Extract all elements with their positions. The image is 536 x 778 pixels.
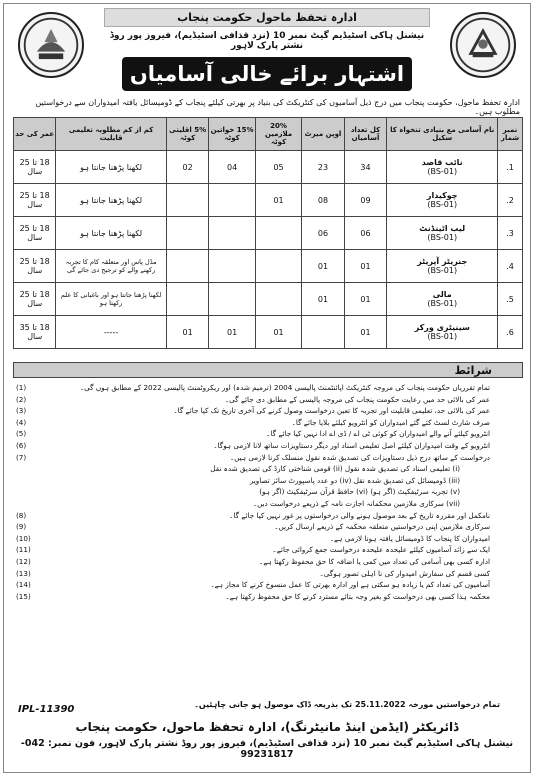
cell-post [387,184,498,217]
cell-employees [255,217,302,250]
cell-age: 18 تا 25 سال [14,283,56,316]
post-name: نائب قاصد [421,158,463,167]
condition-text: سرکاری ملازمین اپنی درخواستیں متعلقہ محکمہ کے ذریعے ارسال کریں۔ [274,522,490,532]
cell-total: 09 [344,184,387,217]
col-open: اوپن میرٹ [302,118,344,151]
cell-serial: 5. [498,283,523,316]
condition-text: ادارہ کسی بھی آسامی کی تعداد میں کمی یا اضافہ کا حق محفوظ رکھتا ہے۔ [259,556,490,566]
condition-text: آسامیوں کی تعداد کم یا زیادہ ہو سکتی ہے اور ادارہ بھرتی کا عمل منسوخ کرنے کا مجاز ہے۔ [210,580,490,590]
cell-minority [166,217,209,250]
conditions-heading: شرائط [13,362,523,378]
condition-text: صرف شارٹ لسٹ کئے گئے امیدواران کو انٹرویو کیلئے بلایا جائے گا۔ [291,417,490,427]
post-scale: (BS-01) [427,299,458,308]
condition-text: (iii) ڈومیسائل کی تصدیق شدہ نقل (iv) دو عدد پاسپورٹ سائز تصاویر [249,475,460,485]
post-scale: (BS-01) [427,167,458,176]
table-row [14,184,523,217]
condition-number [16,463,34,475]
cell-total: 01 [344,250,387,283]
job-advertisement-page [3,3,531,773]
table-row [14,250,523,283]
condition-item [16,579,520,591]
condition-text: (vii) سرکاری ملازمین محکمانہ اجازت نامہ کے ذریعے درخواست دیں۔ [252,498,460,508]
condition-number [16,475,34,487]
department-name: ادارہ تحفظ ماحول حکومت پنجاب [104,8,430,27]
cell-post [387,316,498,349]
advert-header [4,4,530,104]
department-address: نیشنل ہاکی اسٹیڈیم گیٹ نمبر 10 (نزد قذافی اسٹیڈیم)، فیروز پور روڈ نشتر پارک لاہور [109,31,425,51]
punjab-government-logo [18,12,84,78]
cell-serial: 1. [498,151,523,184]
condition-item [16,440,520,452]
condition-item [16,498,520,510]
condition-text: انٹرویو کے وقت امیدواران کیلئے اصل تعلیمی اسناد اور دیگر دستاویزات ساتھ لانا لازمی ہوگا۔ [213,440,490,450]
cell-employees: 01 [255,316,302,349]
post-name: چوکیدار [426,191,458,200]
condition-number: (12) [16,556,31,566]
condition-text: کسی قسم کی سفارش امیدوار کی نا اہلی تصور ہوگی۔ [319,568,490,578]
condition-text: نامکمل اور مقررہ تاریخ کے بعد موصول ہونے والی درخواستوں پر غور نہیں کیا جائے گا۔ [229,510,490,520]
footer-address: نیشنل ہاکی اسٹیڈیم گیٹ نمبر 10 (نزد قذافی اسٹیڈیم)، فیروز پور روڈ نشتر پارک لاہور، فون نمبر: 042-99231817 [20,738,514,760]
title-block [104,8,430,91]
condition-text: درخواست کے ساتھ درج ذیل دستاویزات کی تصدیق شدہ نقول منسلک کرنا لازمی ہیں۔ [229,452,490,462]
cell-minority [166,184,209,217]
post-scale: (BS-01) [427,266,458,275]
condition-item [16,382,520,394]
condition-text: محکمہ ہذا کسی بھی درخواست کو بغیر وجہ بتائے مسترد کرنے کا حق محفوظ رکھتا ہے۔ [225,591,490,601]
col-minority: 5% اقلیتی کوٹہ [166,118,209,151]
cell-serial: 4. [498,250,523,283]
condition-text: تمام تقرریاں حکومت پنجاب کی مروجہ کنٹریکٹ اپائنٹمنٹ پالیسی 2004 (ترمیم شدہ) اور ریکروٹمنٹ پالیسی 2022 کے مطابق ہوں گی۔ [79,383,490,392]
condition-item [16,521,520,533]
cell-women [209,217,255,250]
cell-open: 06 [302,217,344,250]
post-name: جنریٹر آپریٹر [417,257,468,266]
condition-item [16,417,520,429]
condition-number: (11) [16,545,31,555]
condition-text: (v) تجربہ سرٹیفکیٹ (اگر ہو) (vi) حافظ قرآن سرٹیفکیٹ (اگر ہو) [259,487,460,497]
condition-number: (4) [16,417,27,427]
cell-serial: 6. [498,316,523,349]
cell-open: 01 [302,283,344,316]
cell-employees: 05 [255,151,302,184]
cell-serial: 3. [498,217,523,250]
cell-age: 18 تا 25 سال [14,250,56,283]
condition-number: (2) [16,394,27,404]
col-total: کل تعداد آسامیاں [344,118,387,151]
post-name: لیب اٹینڈنٹ [419,224,466,233]
condition-number: (13) [16,568,31,578]
table-row [14,217,523,250]
cell-employees [255,283,302,316]
condition-text: (i) تعلیمی اسناد کی تصدیق شدہ نقول (ii) قومی شناختی کارڈ کی تصدیق شدہ نقل [210,464,460,474]
epd-logo [450,12,516,78]
cell-open: 08 [302,184,344,217]
table-row [14,151,523,184]
col-employees: 20% ملازمین کوٹہ [255,118,302,151]
table-header-row [14,118,523,151]
condition-text: امیدواران کا پنجاب کا ڈومیسائل یافتہ ہونا لازمی ہے۔ [329,533,490,543]
condition-number: (14) [16,580,31,590]
cell-women [209,250,255,283]
cell-women: 04 [209,151,255,184]
cell-post [387,283,498,316]
cell-employees [255,250,302,283]
condition-item [16,591,520,603]
cell-qualification: لکھنا پڑھنا جانتا ہو [56,151,167,184]
cell-minority [166,283,209,316]
condition-number: (5) [16,429,27,439]
cell-post [387,250,498,283]
condition-number: (7) [16,452,27,462]
cell-qualification: لکھنا پڑھنا جانتا ہو [56,217,167,250]
condition-number [16,486,34,498]
table-row [14,283,523,316]
application-deadline: تمام درخواستیں مورخہ 25.11.2022 تک بذریعہ ڈاک موصول ہو جانی چاہئیں۔ [194,700,500,709]
cell-qualification: لکھنا پڑھنا جانتا ہو [56,184,167,217]
cell-employees: 01 [255,184,302,217]
condition-number: (6) [16,440,27,450]
cell-age: 18 تا 25 سال [14,184,56,217]
condition-item [16,544,520,556]
cell-total: 01 [344,283,387,316]
condition-item [16,405,520,417]
condition-item [16,394,520,406]
cell-qualification: ----- [56,316,167,349]
post-name: سینیٹری ورکر [414,323,470,332]
intro-text: ادارہ تحفظ ماحول، حکومت پنجاب میں درج ذیل آسامیوں کی کنٹریکٹ کی بنیاد پر بھرتی کیلئے پنجاب کے ڈومیسائل یافتہ امیدواران سے درخواستیں مطلوب ہیں۔ [35,98,520,116]
cell-open [302,316,344,349]
cell-serial: 2. [498,184,523,217]
advert-banner: اشتہار برائے خالی آسامیاں [122,57,412,91]
posts-table [13,117,523,349]
cell-minority: 01 [166,316,209,349]
cell-total: 06 [344,217,387,250]
cell-qualification: لکھنا پڑھنا جانتا ہو اور باغبانی کا علم رکھتا ہو [56,283,167,316]
table-row [14,316,523,349]
col-age: عمر کی حد [14,118,56,151]
condition-item [16,463,520,475]
condition-number [16,498,34,510]
col-women: 15% خواتین کوٹہ [209,118,255,151]
col-serial: نمبر شمار [498,118,523,151]
post-name: مالی [432,290,452,299]
cell-post [387,217,498,250]
cell-women: 01 [209,316,255,349]
cell-women [209,184,255,217]
condition-item [16,556,520,568]
condition-number: (1) [16,383,27,392]
cell-women [209,283,255,316]
ipl-number: IPL-11390 [18,704,75,715]
condition-text: عمر کی بالائی حد، تعلیمی قابلیت اور تجربہ کا تعین درخواست وصول کرنے کی آخری تاریخ تک کیا جائے گا۔ [173,406,490,416]
condition-item [16,568,520,580]
cell-age: 18 تا 25 سال [14,217,56,250]
footer-director: ڈائریکٹر (ایڈمن اینڈ مانیٹرنگ)، ادارہ تحفظ ماحول، حکومت پنجاب [75,720,459,734]
condition-item [16,533,520,545]
condition-number: (15) [16,591,31,601]
post-scale: (BS-01) [427,233,458,242]
col-post: نام آسامی مع بنیادی تنخواہ کا سکیل [387,118,498,151]
cell-minority: 02 [166,151,209,184]
cell-total: 01 [344,316,387,349]
condition-item [16,475,520,487]
cell-open: 01 [302,250,344,283]
col-qualification: کم از کم مطلوبہ تعلیمی قابلیت [56,118,167,151]
cell-open: 23 [302,151,344,184]
condition-item [16,428,520,440]
conditions-list [16,382,520,602]
condition-text: ایک سے زائد آسامیوں کیلئے علیحدہ علیحدہ درخواست جمع کروائی جائے۔ [272,545,490,555]
condition-number: (3) [16,406,27,416]
condition-number: (9) [16,522,27,532]
condition-text: انٹرویو کیلئے آنے والے امیدواران کو کوئی ٹی اے / ڈی اے ادا نہیں کیا جائے گا۔ [266,429,490,439]
cell-qualification: مڈل پاس اور متعلقہ کام کا تجربہ رکھنے والے کو ترجیح دی جائے گی [56,250,167,283]
condition-item [16,486,520,498]
condition-number: (10) [16,533,31,543]
condition-text: عمر کی بالائی حد میں رعایت حکومت پنجاب کی مروجہ پالیسی کے مطابق دی جائے گی۔ [224,394,490,404]
condition-item [16,510,520,522]
cell-age: 18 تا 25 سال [14,151,56,184]
cell-minority [166,250,209,283]
cell-total: 34 [344,151,387,184]
advert-footer [4,716,530,774]
post-scale: (BS-01) [427,200,458,209]
condition-number: (8) [16,510,27,520]
cell-age: 18 تا 35 سال [14,316,56,349]
cell-post [387,151,498,184]
post-scale: (BS-01) [427,332,458,341]
condition-item [16,452,520,464]
